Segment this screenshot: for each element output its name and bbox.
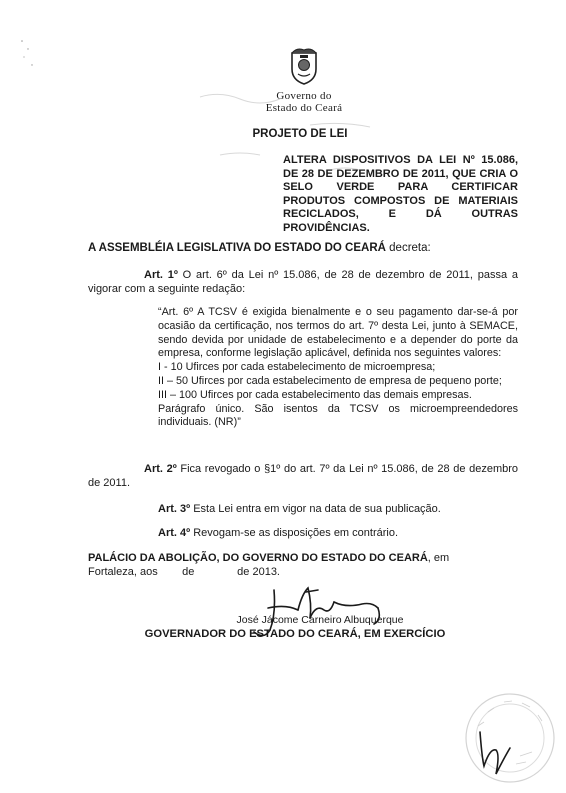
margin-specks bbox=[18, 35, 38, 85]
quote-main: “Art. 6º A TCSV é exigida bienalmente e o seu pagamento dar-se-á por ocasião da certificação, nos termos do art. 7º desta Lei, junto à SEMACE, sendo devida por unidade de estabelecimento e a depender do porte da empresa, conforme legislação aplicável, definida nos seguintes valores: bbox=[158, 306, 518, 360]
bill-summary: ALTERA DISPOSITIVOS DA LEI Nº 15.086, DE 28 DE DEZEMBRO DE 2011, QUE CRIA O SELO VERDE PARA CERTIFICAR PRODUTOS COMPOSTOS DE MATERIAIS RECICLADOS, E DÁ OUTRAS PROVIDÊNCIAS. bbox=[283, 154, 518, 234]
article-1-label: Art. 1º bbox=[144, 269, 178, 281]
article-1 bbox=[88, 268, 518, 296]
state-coat-of-arms-icon bbox=[289, 47, 319, 85]
enacting-verb: decreta: bbox=[385, 242, 431, 254]
article-2 bbox=[88, 462, 518, 490]
article-3-label: Art. 3º bbox=[158, 503, 191, 515]
protocol-stamp bbox=[460, 688, 560, 788]
amended-article-quote bbox=[158, 306, 518, 430]
article-3-text: Esta Lei entra em vigor na data de sua publicação. bbox=[190, 503, 441, 515]
quote-paragraph: Parágrafo único. São isentos da TCSV os microempreendedores individuais. (NR)” bbox=[158, 402, 518, 429]
closing-date-line: Fortaleza, aos de de 2013. bbox=[88, 566, 280, 578]
article-4-label: Art. 4º bbox=[158, 527, 191, 539]
quote-item-2: II – 50 Ufirces por cada estabelecimento de empresa de pequeno porte; bbox=[158, 374, 502, 387]
article-2-text: Fica revogado o §1º do art. 7º da Lei nº 15.086, de 28 de dezembro de 2011. bbox=[88, 463, 519, 489]
signatory-name: José Jácome Carneiro Albuquerque bbox=[236, 614, 404, 626]
assembly-name: A ASSEMBLÉIA LEGISLATIVA DO ESTADO DO CEARÁ bbox=[88, 242, 386, 254]
header-government-line: Governo do bbox=[276, 90, 332, 102]
article-4-text: Revogam-se as disposições em contrário. bbox=[190, 527, 399, 539]
signatory-role: GOVERNADOR DO ESTADO DO CEARÁ, EM EXERCÍCIO bbox=[144, 628, 446, 640]
article-1-text: O art. 6º da Lei nº 15.086, de 28 de dezembro de 2011, passa a vigorar com a seguinte redação: bbox=[88, 269, 519, 295]
article-3 bbox=[158, 502, 518, 516]
header-state-line: Estado do Ceará bbox=[265, 102, 343, 114]
document-title: PROJETO DE LEI bbox=[252, 128, 348, 140]
quote-item-1: I - 10 Ufirces por cada estabelecimento de microempresa; bbox=[158, 361, 436, 374]
closing-em: , em bbox=[427, 552, 450, 564]
quote-item-3: III – 100 Ufirces por cada estabelecimento das demais empresas. bbox=[158, 388, 472, 401]
article-2-label: Art. 2º bbox=[144, 463, 177, 475]
closing-palace-name: PALÁCIO DA ABOLIÇÃO, DO GOVERNO DO ESTADO DO CEARÁ bbox=[88, 552, 428, 564]
enacting-clause bbox=[88, 242, 431, 254]
article-4 bbox=[158, 526, 518, 540]
